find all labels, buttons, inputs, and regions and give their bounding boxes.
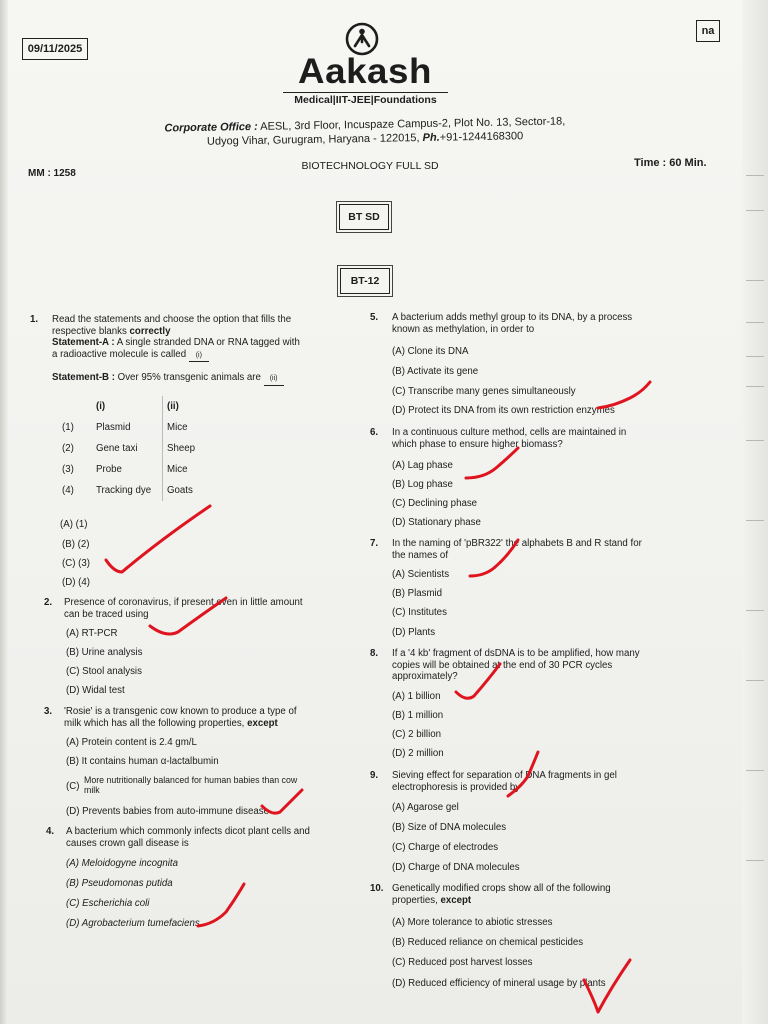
q8-option-d: (D) 2 million bbox=[392, 748, 444, 759]
q6-option-a: (A) Lag phase bbox=[392, 460, 453, 471]
q6-option-b: (B) Log phase bbox=[392, 479, 453, 490]
match-table: (i) (ii) (1) Plasmid Mice (2) Gene taxi Sheep (3) Probe Mice (4) Tracking dye Goats bbox=[58, 396, 227, 501]
table-row: (3) Probe Mice bbox=[58, 459, 227, 480]
q4-option-a: (A) Meloidogyne incognita bbox=[66, 858, 179, 869]
q7-option-d: (D) Plants bbox=[392, 627, 436, 638]
max-marks: MM : 1258 bbox=[28, 168, 76, 179]
q1-option-b: (B) (2) bbox=[62, 539, 90, 550]
q9-option-c: (C) Charge of electrodes bbox=[392, 842, 499, 853]
q6-option-d: (D) Stationary phase bbox=[392, 517, 481, 528]
q7-option-c: (C) Institutes bbox=[392, 607, 447, 618]
q7-option-b: (B) Plasmid bbox=[392, 588, 443, 599]
q8-option-a: (A) 1 billion bbox=[392, 691, 441, 702]
q9-option-a: (A) Agarose gel bbox=[392, 802, 459, 813]
q10-option-c: (C) Reduced post harvest losses bbox=[392, 957, 533, 968]
q8-option-c: (C) 2 billion bbox=[392, 729, 441, 740]
table-row: (2) Gene taxi Sheep bbox=[58, 438, 227, 459]
q9-option-d: (D) Charge of DNA molecules bbox=[392, 862, 520, 873]
aakash-emblem-icon bbox=[345, 22, 379, 56]
q7-option-a: (A) Scientists bbox=[392, 569, 450, 580]
q2-option-d: (D) Widal test bbox=[66, 685, 125, 696]
q8-option-b: (B) 1 million bbox=[392, 710, 444, 721]
q4-option-d: (D) Agrobacterium tumefaciens bbox=[66, 918, 200, 929]
brand-subtitle: Medical|IIT-JEE|Foundations bbox=[283, 92, 448, 106]
q3-option-b: (B) It contains human α-lactalbumin bbox=[66, 756, 219, 767]
q4-answer-tick-icon bbox=[198, 884, 244, 926]
q10-option-d: (D) Reduced efficiency of mineral usage by plants bbox=[392, 978, 606, 989]
paper-title: BIOTECHNOLOGY FULL SD bbox=[301, 160, 439, 172]
q10-option-a: (A) More tolerance to abiotic stresses bbox=[392, 917, 553, 928]
q6-answer-tick-icon bbox=[466, 448, 518, 478]
q2-option-b: (B) Urine analysis bbox=[66, 647, 143, 658]
q5-option-b: (B) Activate its gene bbox=[392, 366, 479, 377]
page-left-shadow bbox=[0, 0, 8, 1024]
q2-option-a: (A) RT-PCR bbox=[66, 628, 118, 639]
table-row: (4) Tracking dye Goats bbox=[58, 480, 227, 501]
date-box: 09/11/2025 bbox=[22, 38, 88, 60]
q5-option-c: (C) Transcribe many genes simultaneously bbox=[392, 386, 576, 397]
time-limit: Time : 60 Min. bbox=[634, 157, 707, 169]
q2-option-c: (C) Stool analysis bbox=[66, 666, 142, 677]
q10-option-b: (B) Reduced reliance on chemical pesticides bbox=[392, 937, 584, 948]
paper-code-box: BT SD bbox=[339, 204, 389, 230]
q1-option-c: (C) (3) bbox=[62, 558, 90, 569]
q1-answer-tick-icon bbox=[106, 506, 210, 572]
q4-option-b: (B) Pseudomonas putida bbox=[66, 878, 173, 889]
page-right-edge bbox=[742, 0, 768, 1024]
q9-option-b: (B) Size of DNA molecules bbox=[392, 822, 507, 833]
q6-option-c: (C) Declining phase bbox=[392, 498, 478, 509]
q1-option-a: (A) (1) bbox=[60, 519, 88, 530]
corner-mark-box: na bbox=[696, 20, 720, 42]
q3-option-d: (D) Prevents babies from auto-immune disease bbox=[66, 806, 269, 817]
brand-name: Aakash bbox=[298, 52, 432, 91]
q3-option-a: (A) Protein content is 2.4 gm/L bbox=[66, 737, 197, 748]
q4-option-c: (C) Escherichia coli bbox=[66, 898, 150, 909]
q1-option-d: (D) (4) bbox=[62, 577, 90, 588]
table-row: (1) Plasmid Mice bbox=[58, 417, 227, 438]
q5-option-d: (D) Protect its DNA from its own restriction enzymes bbox=[392, 405, 615, 416]
paper-set-box: BT-12 bbox=[340, 268, 390, 294]
corporate-office-address: Corporate Office : AESL, 3rd Floor, Incuspaze Campus-2, Plot No. 13, Sector-18, Udyog Vihar, Gurugram, Haryana - 122015, Ph.+91-1244168300 bbox=[164, 115, 566, 148]
q5-option-a: (A) Clone its DNA bbox=[392, 346, 469, 357]
exam-paper-page: 09/11/2025 na Aakash Medical|IIT-JEE|Foundations Corporate Office : AESL, 3rd Floor, Incuspaze Campus-2, Plot No. 13, Sector-18, Udyog Vihar, Gurugram, Haryana - 122015, Ph.+91-1244168300 MM : 1258 BIOTECHNOLOGY FULL SD Time : 60 Min. BT SD BT-12 1. Read the statements and choose the option that fills the respective blanks correctly Statement-A : A single stranded DNA or RNA tagged with a radioactive molecule is called (i) Statement-B : Over 95% transgenic animals are (ii) (i) (ii) (1) Plasmid Mice (2) Gene taxi Sheep (3) Probe Mice (4) Tracking dye Goats (A) (1) (B) (2) (C) (3) (D) (4) 2. Presence of coronavirus, if present even in little amount can be traced using (A) RT-PCR (B) Urine analysis (C) Stool analysis (D) Widal test 3. 'Rosie' is a transgenic cow known to produce a type of milk which has all the following properties, except (A) Protein content is 2.4 gm/L (B) It contains human α-lactalbumin (C) More nutritionally balanced for human babies than cow milk (D) Prevents babies from auto-immune disease 4. A bacterium which commonly infects dicot plant cells and causes crown gall disease is (A) Meloidogyne incognita (B) Pseudomonas putida (C) Escherichia coli (D) Agrobacterium tumefaciens 5. A bacterium adds methyl group to its DNA, by a process known as methylation, in order to (A) Clone its DNA (B) Activate its gene (C) Transcribe many genes simultaneously (D) Protect its DNA from its own restriction enzymes 6. In a continuous culture method, cells are maintained in which phase to ensure higher biomass? (A) Lag phase (B) Log phase (C) Declining phase (D) Stationary phase 7. In the naming of 'pBR322' the alphabets B and R stand for the names of (A) Scientists (B) Plasmid (C) Institutes (D) Plants 8. If a '4 kb' fragment of dsDNA is to be amplified, how many copies will be obtained at the end of 30 PCR cycles approximately? (A) 1 billion (B) 1 million (C) 2 billion (D) 2 million 9. Sieving effect for separation of DNA fragments in gel electrophoresis is provided by (A) Agarose gel (B) Size of DNA molecules (C) Charge of electrodes (D) Charge of DNA molecules 10. Genetically modified crops show all of the following properties, except (A) More tolerance to abiotic stresses (B) Reduced reliance on chemical pesticides (C) Reduced post harvest losses (D) Reduced efficiency of mineral usage by plants bbox=[0, 0, 768, 1024]
